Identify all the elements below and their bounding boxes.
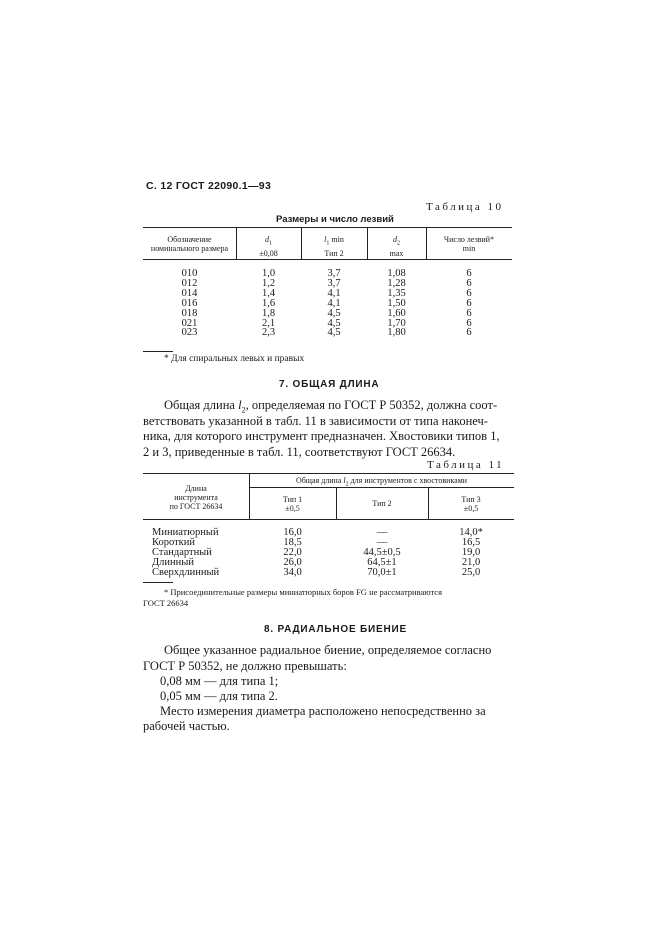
table10-cell: 4,1 — [327, 297, 341, 309]
table10-cell: 1,8 — [261, 307, 276, 319]
table11-cell: 25,0 — [461, 566, 481, 578]
table10-cell: 3,7 — [327, 268, 341, 279]
paragraph-line: ГОСТ Р 50352, не должно превышать: — [143, 659, 347, 673]
table11-caption: Таблица 11 — [427, 459, 505, 471]
table10-cell: 4,5 — [327, 307, 341, 319]
table10-cell: 1,4 — [261, 287, 276, 299]
table10-cell: 4,5 — [327, 327, 341, 339]
table11-cell: 26,0 — [283, 556, 302, 568]
table10-cell: 6 — [466, 287, 472, 299]
paragraph-line: 0,05 мм — для типа 2. — [160, 689, 278, 703]
table11-header-type1: Тип 1 ±0,5 — [282, 495, 303, 513]
table10-cell: 4,5 — [327, 317, 341, 329]
table11-cell: 44,5±0,5 — [363, 546, 401, 558]
section8-heading: 8. РАДИАЛЬНОЕ БИЕНИЕ — [264, 624, 407, 635]
table11-row-label: Короткий — [152, 536, 196, 548]
table11-row-label: Сверхдлинный — [152, 566, 220, 578]
table10-cell: 6 — [466, 268, 472, 279]
table10-cell: 6 — [466, 277, 472, 289]
table10-cell: 014 — [181, 287, 198, 299]
table10-cell: 018 — [181, 307, 198, 319]
table11-cell: 19,0 — [461, 546, 481, 558]
paragraph-line: Общая длина $l_2$, определяемая по ГОСТ Р 50352, должна соот- — [164, 398, 498, 415]
table10-footnote: * Для спиральных левых и правых — [164, 354, 305, 364]
table11-cell: 16,0 — [283, 527, 302, 538]
table10-caption: Таблица 10 — [426, 201, 504, 213]
table10-cell: 3,7 — [327, 277, 341, 289]
table11-header-type3: Тип 3 ±0,5 — [461, 495, 481, 513]
table11-cell: 18,5 — [283, 536, 302, 548]
table10-header-blades: Число лезвий* min — [443, 235, 495, 253]
table10-cell: 012 — [181, 277, 198, 289]
table10-cell: 016 — [181, 297, 198, 309]
table10-cell: 1,2 — [261, 277, 276, 289]
table10-cell: 1,35 — [387, 287, 406, 299]
table11-cell: 70,0±1 — [367, 566, 397, 578]
table10-cell: 1,60 — [387, 307, 406, 319]
table10-cell: 1,70 — [387, 317, 406, 329]
table10-cell: 1,08 — [387, 268, 406, 279]
table10-cell: 2,1 — [261, 317, 276, 329]
table11-footnote-line1: * Присоединительные размеры миниатюрных боров FG не рассматриваются — [164, 587, 442, 597]
table10-cell: 1,50 — [387, 297, 406, 309]
paragraph-line: 2 и 3, приведенные в табл. 11, соответствуют ГОСТ 26634. — [143, 444, 456, 459]
page-header: С. 12 ГОСТ 22090.1—93 — [146, 180, 272, 192]
table10-cell: 021 — [181, 317, 198, 329]
section7-heading: 7. ОБЩАЯ ДЛИНА — [279, 379, 380, 390]
table10-header-d1: $d_1$ ±0,08 — [259, 235, 278, 258]
table11-footnote-line2: ГОСТ 26634 — [143, 598, 189, 608]
table10-header-l1: $l_1$ min Тип 2 — [324, 235, 344, 258]
paragraph-line: ника, для которого инструмент предназначен. Хвостовики типов 1, — [143, 429, 500, 443]
table10-cell: 1,80 — [387, 327, 406, 339]
table10-cell: 6 — [466, 307, 472, 319]
table11-cell: 64,5±1 — [367, 556, 397, 568]
table11-cell: 21,0 — [461, 556, 481, 568]
paragraph-line: ветствовать указанной в табл. 11 в зависимости от типа наконеч- — [143, 413, 488, 428]
table10-cell: 023 — [181, 327, 198, 339]
table11-cell: 16,5 — [461, 536, 481, 548]
table10-cell: 1,0 — [261, 268, 276, 279]
table10-header-d2: $d_2$ max — [389, 235, 404, 258]
table11-cell: — — [376, 536, 388, 548]
table11-header-type2: Тип 2 — [372, 499, 392, 508]
paragraph-line: Место измерения диаметра расположено непосредственно за — [160, 704, 486, 718]
table10-cell: 1,6 — [261, 297, 276, 309]
table11-row-label: Миниатюрный — [152, 527, 219, 538]
table11-cell: 34,0 — [283, 566, 302, 578]
table10-cell: 6 — [466, 327, 472, 339]
table11-header-length: Длина инструмента по ГОСТ 26634 — [169, 484, 223, 511]
table10-cell: 6 — [466, 297, 472, 309]
table11-row-label: Стандартный — [152, 546, 212, 558]
paragraph-line: 0,08 мм — для типа 1; — [160, 674, 279, 688]
table10-cell: 010 — [181, 268, 198, 279]
table10-cell: 6 — [466, 317, 472, 329]
table10-cell: 4,1 — [327, 287, 341, 299]
table10-header-designation: Обозначение номинального размера — [150, 235, 229, 253]
paragraph-line: Общее указанное радиальное биение, определяемое согласно — [164, 643, 492, 657]
table11-cell: — — [376, 527, 388, 538]
paragraph-line: рабочей частью. — [143, 719, 230, 733]
table11-cell: 14,0* — [459, 527, 483, 538]
table11-row-label: Длинный — [152, 556, 194, 568]
table10-cell: 2,3 — [261, 327, 276, 339]
table10-title: Размеры и число лезвий — [276, 214, 394, 225]
table10-cell: 1,28 — [387, 277, 406, 289]
table11-cell: 22,0 — [283, 546, 302, 558]
table11-group-header: Общая длина $l_2$ для инструментов с хвостовиками — [295, 476, 468, 488]
